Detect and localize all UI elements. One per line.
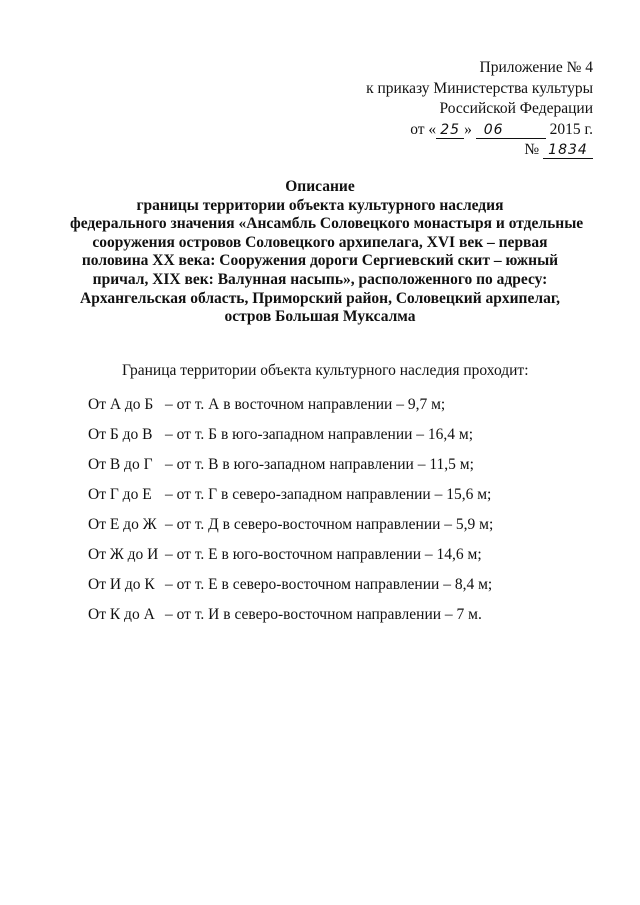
title-line: Описание — [285, 178, 355, 195]
title-line: сооружения островов Соловецкого архипелага, XVI век – первая — [92, 233, 548, 251]
number-prefix: № — [524, 141, 540, 158]
route-segment: От И до К — [88, 576, 155, 593]
title-line: границы территории объекта культурного наследия — [136, 196, 504, 214]
annex-federation: Российской Федерации — [439, 100, 593, 117]
title-line: причал, XIX век: Валунная насыпь», расположенного по адресу: — [92, 270, 548, 288]
title-line: остров Большая Муксалма — [224, 308, 416, 326]
route-description: – от т. Д в северо-восточном направлении – 5,9 м; — [165, 516, 494, 533]
route-description: – от т. Е в юго-восточном направлении – 14,6 м; — [165, 546, 482, 563]
date-mid: » — [464, 120, 472, 138]
route-description: – от т. Е в северо-восточном направлении – 8,4 м; — [165, 576, 493, 593]
annex-header — [293, 58, 593, 161]
annex-date — [293, 120, 593, 141]
date-day-handwritten: 25 — [436, 122, 464, 139]
route-item — [88, 450, 588, 480]
route-description: – от т. В в юго-западном направлении – 11,5 м; — [165, 456, 474, 473]
route-segment: От К до А — [88, 606, 155, 623]
date-year: 2015 г. — [549, 120, 593, 138]
route-item — [88, 510, 588, 540]
route-item — [88, 570, 588, 600]
route-item — [88, 420, 588, 450]
route-item — [88, 540, 588, 570]
route-segment: От Г до Е — [88, 486, 152, 503]
route-description: – от т. И в северо-восточном направлении – 7 м. — [165, 606, 482, 623]
route-description: – от т. Г в северо-западном направлении – 15,6 м; — [165, 486, 492, 503]
date-month-handwritten: 06 — [476, 122, 546, 139]
route-segment: От Е до Ж — [88, 516, 157, 533]
annex-number — [293, 140, 593, 161]
title-line: Архангельская область, Приморский район, Соловецкий архипелаг, — [80, 289, 560, 307]
route-item — [88, 390, 588, 420]
route-segment: От А до Б — [88, 396, 154, 413]
document-title — [70, 178, 584, 327]
route-segment: От Ж до И — [88, 546, 159, 563]
annex-order-ref: к приказу Министерства культуры — [366, 79, 593, 97]
route-item — [88, 600, 588, 630]
route-description: – от т. Б в юго-западном направлении – 16,4 м; — [165, 426, 474, 443]
route-segment: От Б до В — [88, 426, 153, 443]
boundary-route-list — [88, 390, 588, 630]
route-description: – от т. А в восточном направлении – 9,7 м; — [165, 396, 446, 413]
route-item — [88, 480, 588, 510]
date-prefix: от « — [410, 120, 437, 138]
title-line: федерального значения «Ансамбль Соловецкого монастыря и отдельные — [70, 215, 584, 233]
number-handwritten: 1834 — [543, 142, 593, 159]
intro-paragraph: Граница территории объекта культурного наследия проходит: — [122, 362, 529, 379]
route-segment: От В до Г — [88, 456, 153, 473]
title-line: половина XX века: Сооружения дороги Сергиевский скит – южный — [81, 252, 559, 270]
annex-title: Приложение № 4 — [479, 59, 593, 76]
